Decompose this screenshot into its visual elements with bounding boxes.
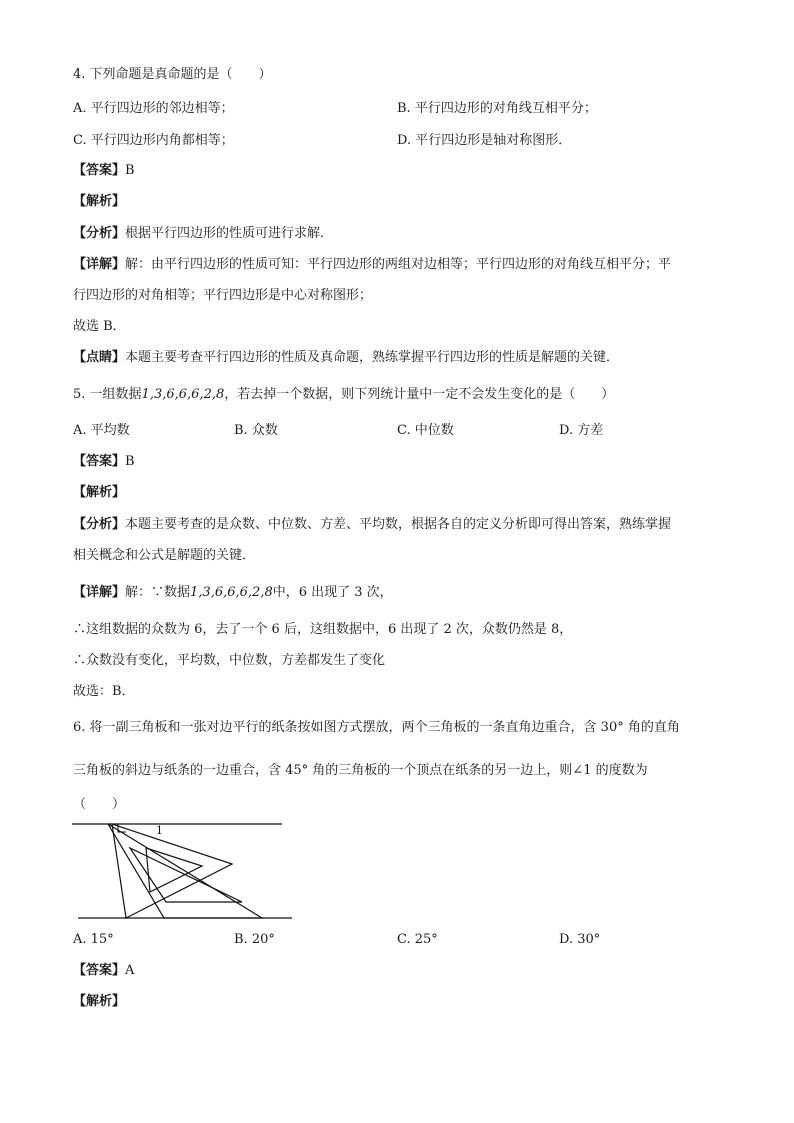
q4-option-d: D. 平行四边形是轴对称图形． (397, 133, 572, 148)
q4-conclusion: 故选 B． (73, 319, 126, 334)
q6-triangle-figure (72, 820, 294, 920)
fenxi-tag: 【分析】 (73, 226, 126, 241)
q6-option-c: C. 25° (397, 932, 438, 947)
dianjing-tag: 【点睛】 (73, 350, 126, 365)
fenxi-text: 本题主要考查的是众数、中位数、方差、平均数，根据各自的定义分析即可得出答案，熟练掌握 (125, 517, 672, 532)
q5-option-b: B. 众数 (234, 423, 278, 438)
q5-analysis-tag: 【解析】 (73, 485, 126, 500)
q5-option-d: D. 方差 (559, 423, 604, 438)
answer-tag: 【答案】 (73, 454, 126, 469)
fenxi-tag: 【分析】 (73, 517, 126, 532)
q5-line-2: ∴这组数据的众数为 6，去了一个 6 后，这组数据中，6 出现了 2 次，众数仍然是 8， (73, 622, 573, 637)
q5-conclusion: 故选：B． (73, 684, 135, 699)
xiangjie-text-b: 中，6 出现了 3 次， (272, 585, 393, 600)
q6-option-d: D. 30° (559, 932, 601, 947)
q6-stem-3: （ ） (73, 797, 126, 812)
answer-tag: 【答案】 (73, 963, 126, 978)
q5-line-3: ∴众数没有变化，平均数，中位数，方差都发生了变化 (73, 653, 386, 668)
q4-fenxi (73, 225, 333, 243)
q5-stem-prefix: 5. 一组数据 (73, 387, 142, 402)
angle-1-label: 1 (156, 824, 163, 837)
q4-xiangjie-2: 行四边形的对角相等；平行四边形是中心对称图形； (73, 288, 373, 303)
q6-stem-2: 三角板的斜边与纸条的一边重合，含 45° 角的三角板的一个顶点在纸条的另一边上，则∠1 的度数为 (73, 763, 648, 778)
q4-analysis-tag: 【解析】 (73, 194, 126, 209)
q5-fenxi-1 (73, 516, 671, 534)
answer-value: B (125, 163, 135, 178)
xiangjie-data: 1,3,6,6,6,2,8 (190, 585, 273, 600)
q4-stem: 4. 下列命题是真命题的是（ ） (73, 67, 272, 82)
q4-option-b: B. 平行四边形的对角线互相平分； (397, 101, 597, 116)
answer-value: B (125, 454, 135, 469)
q6-option-b: B. 20° (234, 932, 275, 947)
q5-answer (73, 453, 135, 471)
q4-answer (73, 162, 135, 180)
fenxi-text: 根据平行四边形的性质可进行求解． (125, 226, 334, 241)
q4-option-c: C. 平行四边形内角都相等； (73, 133, 234, 148)
q4-dianjing (73, 349, 619, 367)
q6-option-a: A. 15° (73, 932, 114, 947)
q5-option-c: C. 中位数 (397, 423, 454, 438)
q5-xiangjie-1 (73, 584, 393, 602)
xiangjie-text-a: 解：∵数据 (125, 585, 191, 600)
q6-analysis-tag: 【解析】 (73, 994, 126, 1009)
dianjing-text: 本题主要考查平行四边形的性质及真命题，熟练掌握平行四边形的性质是解题的关键． (125, 350, 620, 365)
xiangjie-text: 解：由平行四边形的性质可知：平行四边形的两组对边相等；平行四边形的对角线互相平分；平 (125, 257, 672, 272)
q5-option-a: A. 平均数 (73, 423, 130, 438)
triangle-30-outer (108, 824, 262, 918)
xiangjie-tag: 【详解】 (73, 257, 126, 272)
answer-value: A (125, 963, 135, 978)
answer-tag: 【答案】 (73, 163, 126, 178)
q6-answer (73, 962, 134, 980)
xiangjie-tag: 【详解】 (73, 585, 126, 600)
q5-stem (73, 386, 614, 404)
q5-stem-suffix: ，若去掉一个数据，则下列统计量中一定不会发生变化的是（ ） (224, 387, 615, 402)
q4-xiangjie-1 (73, 256, 671, 274)
q6-stem-1: 6. 将一副三角板和一张对边平行的纸条按如图方式摆放，两个三角板的一条直角边重合，含 30° 角的直角 (73, 720, 680, 735)
q5-stem-data: 1,3,6,6,6,2,8 (141, 387, 225, 402)
q4-option-a: A. 平行四边形的邻边相等； (73, 101, 234, 116)
q5-fenxi-2: 相关概念和公式是解题的关键． (73, 548, 256, 563)
